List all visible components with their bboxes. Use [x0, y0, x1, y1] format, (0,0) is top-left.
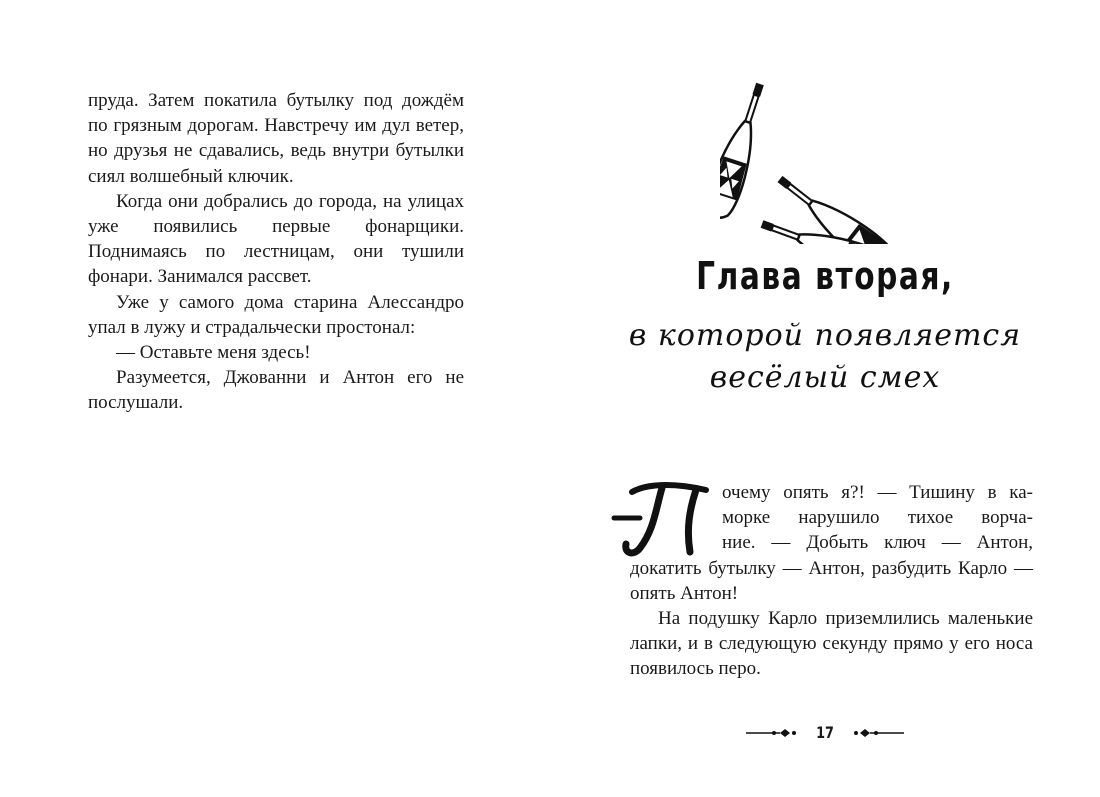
text-line: ние. — Добыть ключ — Антон,: [722, 532, 1033, 554]
chapter-subtitle-line1: в которой появляется: [628, 318, 1022, 353]
ornament-icon: [850, 727, 904, 739]
text-line: очему опять я?! — Тишину в ка-: [722, 482, 1033, 503]
paragraph: Уже у самого дома старина Алессандро упал в лужу и страдальчески простонал:: [88, 291, 464, 338]
paragraph: — Оставьте меня здесь!: [116, 342, 311, 364]
paragraph: На подушку Карло приземлились маленькие лапки, и в следующую секунду прямо у его носа появилось перо.: [630, 608, 1033, 680]
left-page-text: [88, 88, 464, 416]
page-number: 17: [816, 723, 834, 742]
text-line: морке нарушило тихое ворча-: [722, 507, 1033, 529]
paragraph: пруда. Затем покатила бутылку под дождём по грязным дорогам. Навстречу им дул ветер, но друзья не сдавались, ведь внутри бутылки сиял волшебный ключик.: [88, 90, 464, 187]
ornament-icon: [746, 727, 800, 739]
paragraph: докатить бутылку — Антон, разбудить Карло — опять Антон!: [630, 557, 1033, 604]
paragraph: Разумеется, Джованни и Антон его не послушали.: [88, 367, 464, 414]
right-page-text: [630, 480, 1033, 682]
chapter-subtitle-line2: весёлый смех: [709, 360, 941, 395]
juggling-clubs-icon: [720, 74, 950, 244]
right-page: [550, 0, 1100, 797]
paragraph: Когда они добрались до города, на улицах уже появились первые фонарщики. Поднимаясь по лестницам, они тушили фонари. Занимался рассвет.: [88, 190, 464, 288]
page-footer: [550, 722, 1100, 746]
chapter-title: Глава вторая,: [696, 254, 954, 298]
